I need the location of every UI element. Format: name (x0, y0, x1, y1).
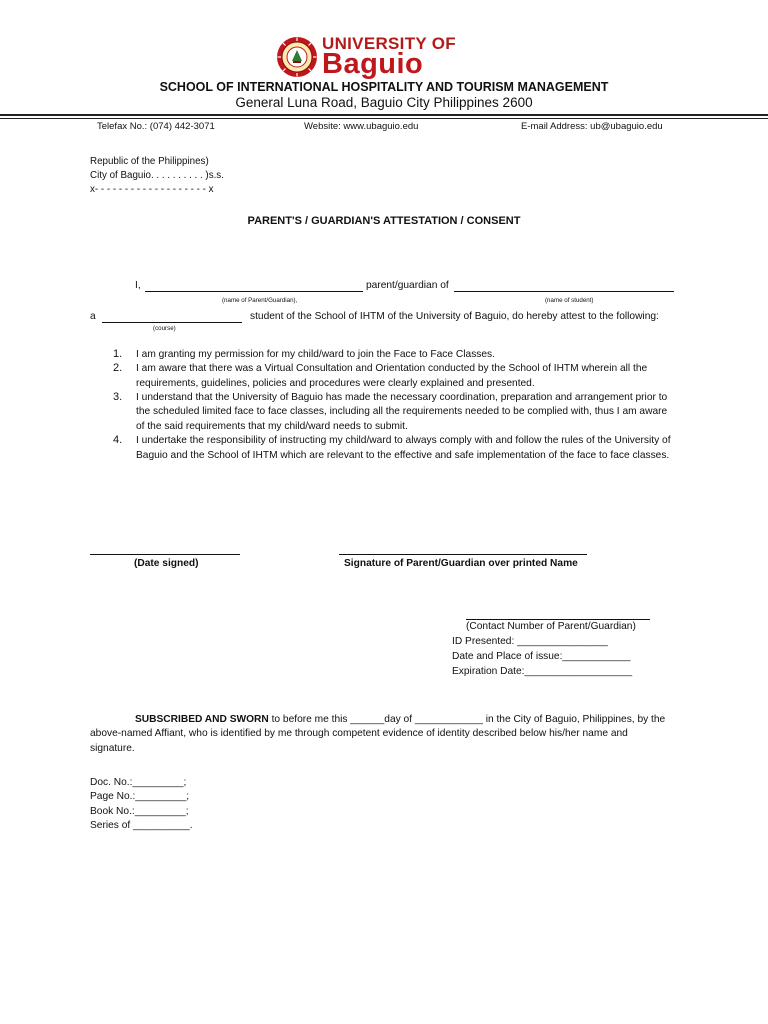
course-hint: (course) (153, 325, 176, 332)
page-no: Page No.:_________; (90, 791, 190, 802)
telefax: Telefax No.: (074) 442-3071 (97, 121, 215, 132)
list-item: I undertake the responsibility of instructing my child/ward to always comply with and follow the rules of the University of (136, 435, 671, 446)
venue-separator: x- - - - - - - - - - - - - - - - - - - x (90, 184, 214, 195)
date-signed-label: (Date signed) (134, 558, 199, 569)
list-item: of the said requirements that my child/ward needs to submit. (136, 421, 408, 432)
list-item-number: 3. (113, 391, 123, 403)
expiration-date: Expiration Date:___________________ (452, 666, 633, 677)
signature-field[interactable] (339, 554, 587, 555)
notary-line-1 (135, 714, 665, 725)
notary-line-1-rest: to before me this ______day of ____________ in the City of Baguio, Philippines, by the (268, 714, 666, 725)
header-divider-thin (0, 118, 768, 119)
date-place-issue: Date and Place of issue:____________ (452, 651, 631, 662)
list-item: Baguio and the School of IHTM which are relevant to the effective and safe implementation of the face to face classes. (136, 450, 670, 461)
course-field[interactable] (102, 322, 242, 323)
list-item-number: 1. (113, 348, 123, 360)
intro-a: a (90, 311, 96, 322)
intro-parent-guardian-of: parent/guardian of (366, 280, 449, 291)
series: Series of __________. (90, 820, 193, 831)
date-signed-field[interactable] (90, 554, 240, 555)
website: Website: www.ubaguio.edu (304, 121, 419, 132)
contact-number-label: (Contact Number of Parent/Guardian) (466, 621, 636, 632)
list-item-number: 2. (113, 362, 123, 374)
email-address: E-mail Address: ub@ubaguio.edu (521, 121, 663, 132)
student-name-field[interactable] (454, 291, 674, 292)
venue-city: City of Baguio. . . . . . . . . . )s.s. (90, 170, 224, 181)
list-item: I am aware that there was a Virtual Consultation and Orientation conducted by the School of IHTM wherein all the (136, 363, 648, 374)
book-no: Book No.:_________; (90, 806, 189, 817)
intro-student-of: student of the School of IHTM of the University of Baguio, do hereby attest to the following: (250, 311, 659, 322)
school-name: SCHOOL OF INTERNATIONAL HOSPITALITY AND TOURISM MANAGEMENT (159, 80, 609, 94)
list-item: the scheduled limited face to face classes, including all the requirements needed to be complied with, thus I am aware (136, 406, 668, 417)
venue-republic: Republic of the Philippines) (90, 156, 209, 167)
parent-name-field[interactable] (145, 291, 363, 292)
contact-number-field[interactable] (466, 619, 650, 620)
notary-line-3: signature. (90, 743, 135, 754)
list-item: I understand that the University of Baguio has made the necessary coordination, preparation and arrangement prior to (136, 392, 668, 403)
list-item: I am granting my permission for my child/ward to join the Face to Face Classes. (136, 349, 495, 360)
university-of-text: UNIVERSITY OF (322, 34, 456, 53)
signature-label: Signature of Parent/Guardian over printed Name (344, 558, 578, 569)
header-divider (0, 114, 768, 116)
university-name: Baguio (322, 48, 424, 80)
doc-no: Doc. No.:_________; (90, 777, 187, 788)
id-presented: ID Presented: ________________ (452, 636, 608, 647)
subscribed-sworn: SUBSCRIBED AND SWORN (135, 714, 269, 725)
university-seal-icon (276, 36, 318, 78)
list-item: requirements, guidelines, policies and procedures were clearly explained and presented. (136, 378, 535, 389)
parent-name-hint: (name of Parent/Guardian), (222, 297, 298, 304)
intro-i: I, (135, 280, 141, 291)
notary-line-2: above-named Affiant, who is identified by me through competent evidence of identity described below his/her name and (90, 728, 628, 739)
student-name-hint: (name of student) (545, 297, 594, 304)
list-item-number: 4. (113, 434, 123, 446)
document-title: PARENT'S / GUARDIAN'S ATTESTATION / CONSENT (247, 215, 521, 227)
school-address: General Luna Road, Baguio City Philippines 2600 (235, 95, 533, 110)
